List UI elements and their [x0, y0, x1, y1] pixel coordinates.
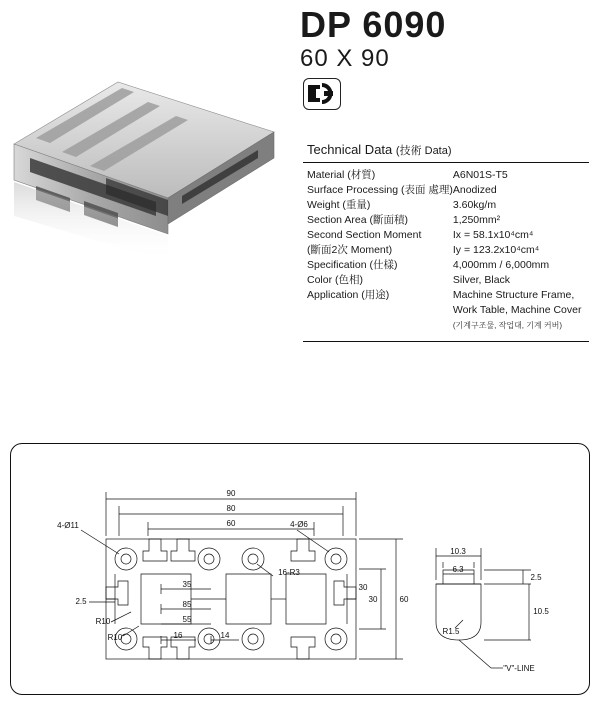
technical-data-heading-text: Technical Data [307, 142, 393, 157]
row-key [307, 303, 453, 318]
row-key [307, 318, 453, 333]
table-row [307, 303, 585, 318]
row-value: (기계구조물, 작업대, 기계 커버) [452, 321, 563, 330]
table-row [307, 183, 585, 198]
row-value: 3.60kg/m [452, 199, 497, 211]
technical-data-body [303, 163, 589, 342]
dim-width-outer: 90 [226, 489, 236, 498]
title-block [300, 6, 590, 72]
dim-radius-r3: 16-R3 [278, 568, 300, 577]
table-row [307, 198, 585, 213]
dim-slot-14: 14 [220, 631, 230, 640]
row-value: Machine Structure Frame, [452, 289, 575, 301]
detail-dim-depth-105: 10.5 [533, 607, 549, 616]
page-subtitle: 60 X 90 [300, 45, 390, 72]
table-row [307, 168, 585, 183]
row-key: Surface Processing (表面 處理) [307, 184, 453, 196]
row-key: (斷面2次 Moment) [307, 244, 393, 256]
technical-data-heading [303, 140, 589, 163]
cross-section-drawing [11, 444, 589, 694]
row-value: Work Table, Machine Cover [452, 304, 582, 316]
dim-corner-hole-left: 4-Ø11 [57, 521, 79, 530]
profile-section-icon [303, 78, 341, 110]
detail-dim-radius: R1.5 [442, 627, 460, 636]
row-value: Anodized [452, 184, 497, 196]
row-value: 1,250mm² [452, 214, 501, 226]
dim-width-mid: 80 [226, 504, 236, 513]
row-key: Section Area (斷面積) [307, 214, 408, 226]
row-key: Weight (重量) [307, 199, 371, 211]
table-row [307, 273, 585, 288]
row-key: Specification (仕樣) [307, 259, 398, 271]
dim-chamfer-a: 2.5 [75, 597, 87, 606]
page-title: DP 6090 [300, 4, 447, 45]
technical-data-panel [303, 140, 589, 342]
detail-note-v-line: "V"-LINE [503, 664, 535, 673]
table-row [307, 288, 585, 303]
row-value: Ix = 58.1x10⁴cm⁴ [452, 229, 534, 241]
table-row [307, 258, 585, 273]
row-key: Material (材質) [307, 169, 376, 181]
table-row [307, 228, 585, 243]
dim-slot-85: 85 [182, 600, 192, 609]
dim-slot-16: 16 [173, 631, 183, 640]
technical-data-table [307, 168, 585, 333]
dim-radius-r10-a: R10 [95, 617, 111, 626]
detail-dim-inner-width: 6.3 [452, 565, 464, 574]
detail-dim-depth-25: 2.5 [530, 573, 542, 582]
row-value: A6N01S-T5 [452, 169, 508, 181]
row-value: 4,000mm / 6,000mm [452, 259, 550, 271]
table-row [307, 318, 585, 333]
dim-radius-r10-b: R10 [107, 633, 123, 642]
dim-corner-hole-right: 4-Ø6 [290, 520, 308, 529]
extrusion-photo [6, 66, 286, 266]
row-key: Application (用途) [307, 289, 390, 301]
technical-data-heading-cjk: (技術 Data) [395, 145, 452, 157]
detail-dim-top-width: 10.3 [450, 547, 466, 556]
dim-slot-30: 30 [358, 583, 368, 592]
drawing-panel [10, 443, 590, 695]
dim-height-mid: 30 [368, 595, 378, 604]
table-row [307, 213, 585, 228]
table-row [307, 243, 585, 258]
dim-height-outer: 60 [399, 595, 409, 604]
row-key: Color (色相) [307, 274, 364, 286]
dim-slot-35: 35 [182, 580, 192, 589]
row-value: Iy = 123.2x10⁴cm⁴ [452, 244, 540, 256]
dim-width-inner: 60 [226, 519, 236, 528]
row-value: Silver, Black [452, 274, 511, 286]
row-key: Second Section Moment [307, 229, 422, 241]
dim-slot-55: 55 [182, 615, 192, 624]
